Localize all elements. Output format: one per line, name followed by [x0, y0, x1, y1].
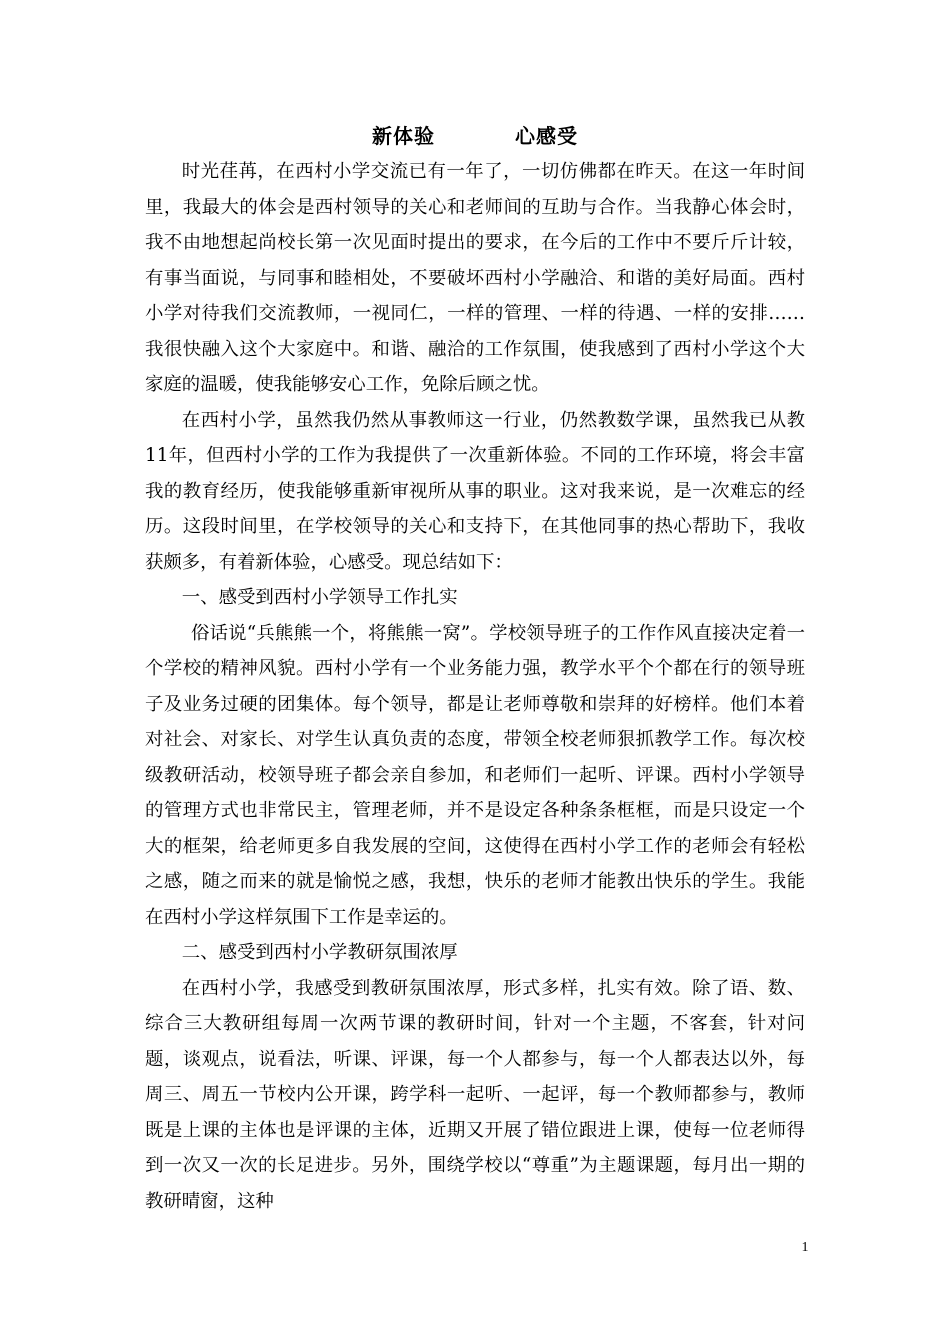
page-number: 1 — [801, 1240, 809, 1255]
title-left: 新体验 — [372, 124, 435, 148]
section-heading-1: 一、感受到西村小学领导工作扎实 — [181, 587, 458, 608]
paragraph-experience: 在西村小学，虽然我仍然从事教师这一行业，仍然教数学课，虽然我已从教11年，但西村小学的工作为我提供了一次重新体验。不同的工作环境，将会丰富我的教育经历，使我能够重新审视所从事的职业。这对我来说，是一次难忘的经历。这段时间里，在学校领导的关心和支持下，在其他同事的热心帮助下，我收获颇多，有着新体验，心感受。现总结如下： — [145, 409, 805, 573]
paragraph-intro: 时光荏苒，在西村小学交流已有一年了，一切仿佛都在昨天。在这一年时间里，我最大的体会是西村领导的关心和老师间的互助与合作。当我静心体会时，我不由地想起尚校长第一次见面时提出的要求，在今后的工作中不要斤斤计较，有事当面说，与同事和睦相处，不要破坏西村小学融洽、和谐的美好局面。西村小学对待我们交流教师，一视同仁，一样的管理、一样的待遇、一样的安排……我很快融入这个大家庭中。和谐、融洽的工作氛围，使我感到了西村小学这个大家庭的温暖，使我能够安心工作，免除后顾之忧。 — [145, 161, 805, 395]
title-right: 心感受 — [515, 124, 578, 148]
paragraph-leadership: 俗话说“兵熊熊一个，将熊熊一窝”。学校领导班子的工作作风直接决定着一个学校的精神风貌。西村小学有一个业务能力强，教学水平个个都在行的领导班子及业务过硬的团集体。每个领导，都是让老师尊敬和崇拜的好榜样。他们本着对社会、对家长、对学生认真负责的态度，带领全校老师狠抓教学工作。每次校级教研活动，校领导班子都会亲自参加，和老师们一起听、评课。西村小学领导的管理方式也非常民主，管理老师，并不是设定各种条条框框，而是只设定一个大的框架，给老师更多自我发展的空间，这使得在西村小学工作的老师会有轻松之感，随之而来的就是愉悦之感，我想，快乐的老师才能教出快乐的学生。我能在西村小学这样氛围下工作是幸运的。 — [145, 622, 805, 928]
document-body — [145, 154, 805, 1219]
paragraph-research: 在西村小学，我感受到教研氛围浓厚，形式多样，扎实有效。除了语、数、综合三大教研组每周一次两节课的教研时间，针对一个主题，不客套，针对问题，谈观点，说看法，听课、评课，每一个人都参与，每一个人都表达以外，每周三、周五一节校内公开课，跨学科一起听、一起评，每一个教师都参与，教师既是上课的主体也是评课的主体，近期又开展了错位跟进上课，使每一位老师得到一次又一次的长足进步。另外，围绕学校以“尊重”为主题课题，每月出一期的教研晴窗，这种 — [145, 977, 805, 1212]
section-heading-2: 二、感受到西村小学教研氛围浓厚 — [181, 942, 458, 963]
document-title — [0, 119, 950, 153]
